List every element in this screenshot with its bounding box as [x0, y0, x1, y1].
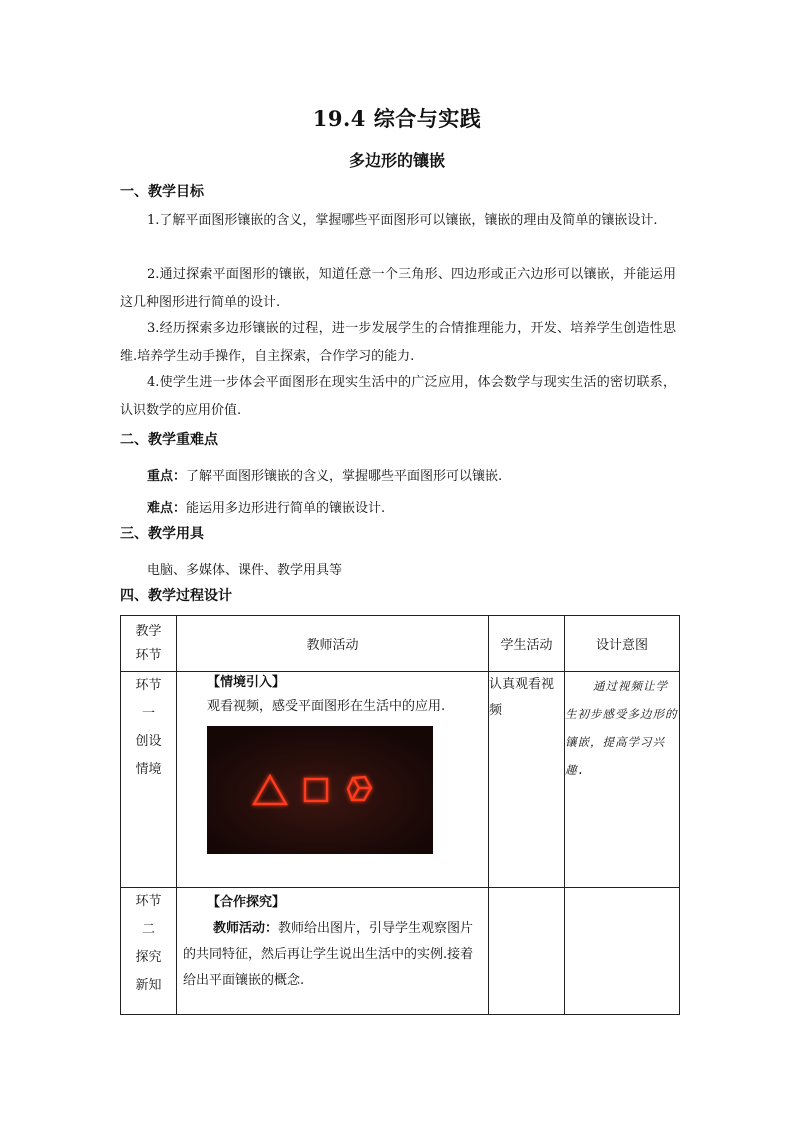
- section-heading-process: 四、教学过程设计: [120, 588, 232, 604]
- teacher-text: 教师给出图片，引导学生观察图片的共同特征，然后再让学生说出生活中的实例.接着给出平面镶嵌的概念.: [183, 921, 474, 988]
- teacher-cell: [177, 672, 489, 888]
- key-point-label: 重点：: [147, 469, 187, 484]
- stage-line: 环节: [135, 678, 162, 693]
- intent-cell: [565, 888, 680, 1015]
- section-bracket-label: 【合作探究】: [207, 895, 286, 910]
- difficult-point: [147, 497, 385, 516]
- tools-text: 电脑、多媒体、课件、教学用具等: [147, 563, 343, 578]
- section-heading-objectives: 一、教学目标: [120, 184, 204, 200]
- stage-line: 新知: [135, 978, 162, 993]
- student-cell: [489, 888, 565, 1015]
- difficult-point-text: 能运用多边形进行简单的镶嵌设计.: [186, 501, 386, 516]
- stage-line: 环节: [135, 894, 162, 909]
- stage-cell: [121, 672, 177, 888]
- header-teacher: 教师活动: [177, 616, 489, 672]
- objective-2: 2.通过探索平面图形的镶嵌，知道任意一个三角形、四边形或正六边形可以镶嵌，并能运用这几种图形进行简单的设计.: [120, 267, 676, 310]
- table-row: [121, 672, 680, 888]
- stage-line: 情境: [135, 762, 162, 777]
- header-intent: 设计意图: [565, 616, 680, 672]
- intent-text: 通过视频让学生初步感受多边形的镶嵌，提高学习兴趣.: [565, 679, 678, 777]
- video-thumbnail[interactable]: [207, 726, 433, 854]
- key-point: [147, 465, 502, 484]
- student-cell: 认真观看视频: [489, 672, 565, 888]
- table-header-row: [121, 616, 680, 672]
- teacher-activity-label: 教师活动：: [213, 921, 279, 936]
- stage-line: 探究: [135, 950, 162, 965]
- header-stage-line1: 教学: [135, 623, 162, 639]
- stage-line: 二: [141, 922, 155, 937]
- section-bracket-label: 【情境引入】: [207, 675, 286, 690]
- stage-line: 一: [141, 706, 155, 721]
- header-student: 学生活动: [489, 616, 565, 672]
- document-title: 19.4 综合与实践: [312, 106, 482, 131]
- teacher-text-block: [177, 914, 488, 994]
- section-heading-keypoints: 二、教学重难点: [120, 432, 218, 448]
- header-stage-line2: 环节: [135, 647, 162, 663]
- teacher-text: 观看视频，感受平面图形在生活中的应用.: [207, 699, 446, 714]
- stage-cell: [121, 888, 177, 1015]
- intent-cell: [565, 672, 680, 888]
- header-stage: [121, 616, 177, 672]
- key-point-text: 了解平面图形镶嵌的含义，掌握哪些平面图形可以镶嵌.: [186, 469, 503, 484]
- section-heading-tools: 三、教学用具: [120, 526, 204, 542]
- stage-line: 创设: [135, 734, 162, 749]
- document-subtitle: 多边形的镶嵌: [348, 151, 445, 170]
- difficult-point-label: 难点：: [147, 501, 187, 516]
- process-table: [120, 615, 680, 1015]
- objective-4: 4.使学生进一步体会平面图形在现实生活中的广泛应用，体会数学与现实生活的密切联系，认识数学的应用价值.: [120, 375, 676, 418]
- objective-3: 3.经历探索多边形镶嵌的过程，进一步发展学生的合情推理能力，开发、培养学生创造性思维.培养学生动手操作，自主探索，合作学习的能力.: [120, 321, 676, 364]
- teacher-cell: [177, 888, 489, 1015]
- table-row: [121, 888, 680, 1015]
- neon-shapes-graphic: [207, 726, 433, 854]
- objective-1: 1.了解平面图形镶嵌的含义，掌握哪些平面图形可以镶嵌，镶嵌的理由及简单的镶嵌设计.: [147, 213, 658, 228]
